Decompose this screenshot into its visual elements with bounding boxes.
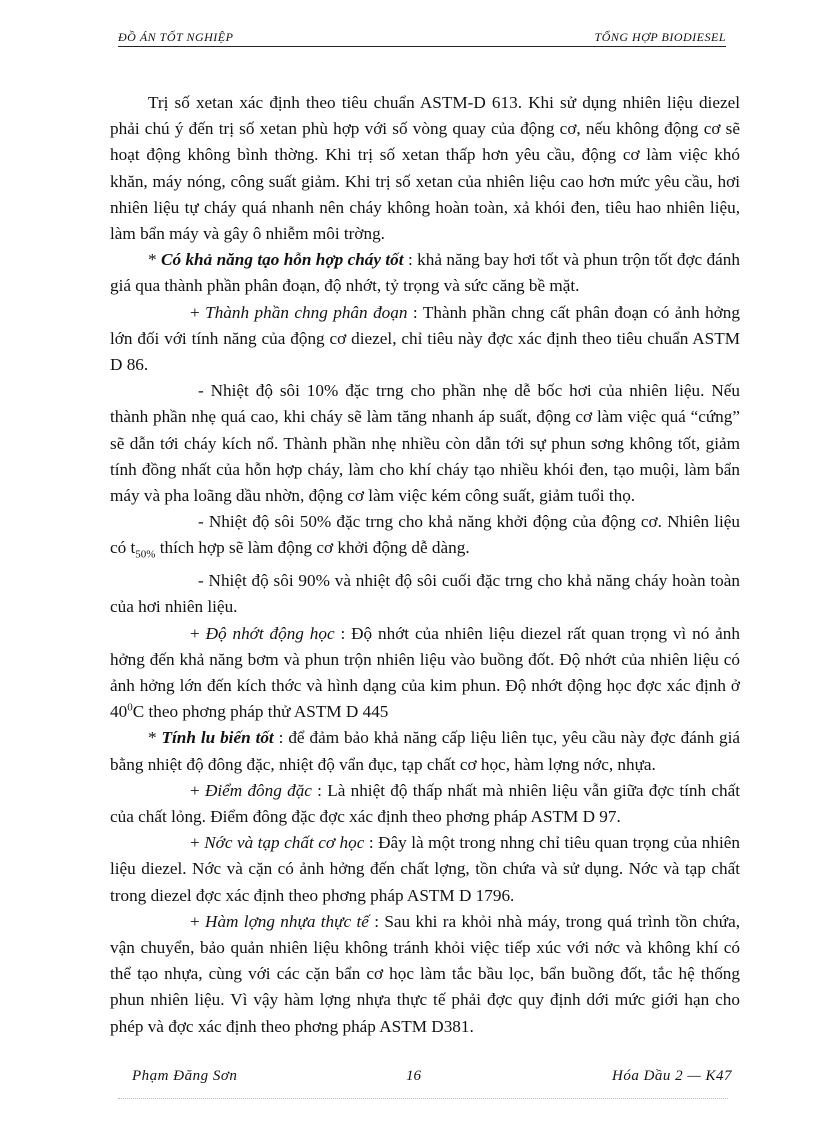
paragraph-text: - Nhiệt độ sôi 50% đặc trng cho khả năng khởi động của động cơ. Nhiên liệu có t bbox=[110, 512, 740, 558]
paragraph-text: C theo phơng pháp thử ASTM D 445 bbox=[132, 702, 389, 722]
paragraph-text: : Sau khi ra khỏi nhà máy, trong quá trình tồn chứa, vận chuyển, bảo quản nhiên liệu không tránh khỏi việc tiếp xúc với nớc và không khí có thể tạo nhựa, cùng với các cặn bẩn cơ học làm tắc bầu lọc, bẩn buồng đốt, tắc hệ thống phun nhiên liệu. Vì vậy hàm lợng nhựa thực tế phải đợc quy định dới mức giới hạn cho phép và đợc xác định theo phơng pháp ASTM D381. bbox=[110, 911, 740, 1036]
footer-class: Hóa Dầu 2 — K47 bbox=[611, 1068, 732, 1084]
bullet: + bbox=[190, 780, 205, 800]
paragraph-text: : Đây là một trong nhng chỉ tiêu quan trọng của nhiên liệu diezel. Nớc và cặn có ảnh hởng đến chất lợng, tồn chứa và sử dụng. Nớc và tạp chất trong diezel đợc xác định theo phơng pháp ASTM D 1796. bbox=[110, 833, 740, 905]
paragraph-distillation bbox=[110, 300, 740, 379]
paragraph-pour-point bbox=[110, 778, 740, 830]
bullet: * bbox=[148, 728, 162, 748]
footer-author: Phạm Đăng Sơn bbox=[132, 1068, 238, 1084]
subsection-heading: Điểm đông đặc bbox=[204, 780, 312, 800]
bullet: + bbox=[190, 302, 206, 322]
paragraph-text: : Thành phần chng cất phân đoạn có ảnh hởng lớn đối với tính năng của động cơ diezel, chỉ tiêu này đợc xác định theo tiêu chuẩn ASTM D 86. bbox=[110, 302, 740, 375]
paragraph-t50 bbox=[110, 509, 740, 568]
subsection-heading: Nớc và tạp chất cơ học bbox=[204, 833, 365, 853]
subsection-heading: Độ nhớt động học bbox=[205, 623, 335, 643]
section-heading: Có khả năng tạo hỗn hợp cháy tốt bbox=[161, 250, 404, 270]
page-header bbox=[118, 28, 726, 47]
bullet: + bbox=[190, 623, 206, 643]
paragraph-xetan: Trị số xetan xác định theo tiêu chuẩn ASTM-D 613. Khi sử dụng nhiên liệu diezel phải chú ý đến trị số xetan phù hợp với số vòng quay của động cơ, nếu không động cơ sẽ hoạt động không bình thờng. Khi trị số xetan thấp hơn yêu cầu, động cơ làm việc khó khăn, máy nóng, công suất giảm. Khi trị số xetan của nhiên liệu cao hơn mức yêu cầu, hơi nhiên liệu tự cháy quá nhanh nên cháy không hoàn toàn, xả khói đen, tiêu hao nhiên liệu, làm bẩn máy và gây ô nhiễm môi trờng. bbox=[110, 93, 740, 244]
paragraph-text: : để đảm bảo khả năng cấp liệu liên tục, yêu cầu này đợc đánh giá bằng nhiệt độ đông đặc, nhiệt độ vẩn đục, tạp chất cơ học, hàm lợng nớc, nhựa. bbox=[110, 728, 740, 774]
paragraph-gum bbox=[110, 909, 740, 1040]
superscript: 0 bbox=[127, 701, 133, 714]
subscript: 50% bbox=[135, 548, 156, 561]
document-body bbox=[110, 90, 740, 1040]
section-heading: Tính lu biến tốt bbox=[161, 728, 274, 748]
paragraph-flow bbox=[110, 725, 740, 777]
paragraph-mixture bbox=[110, 247, 740, 299]
paragraph-text: : Là nhiệt độ thấp nhất mà nhiên liệu vẫn giữa đợc tính chất của chất lỏng. Điểm đông đặc đợc xác định theo phơng pháp ASTM D 97. bbox=[110, 780, 741, 826]
paragraph-text: : Độ nhớt của nhiên liệu diezel rất quan trọng vì nó ảnh hởng đến khả năng bơm và phun trộn nhiên liệu vào buồng đốt. Độ nhớt của nhiên liệu có ảnh hởng lớn đến kích thớc và hình dạng của kim phun. Độ nhớt động học đợc xác định ở 40 bbox=[110, 623, 740, 722]
subsection-heading: Hàm lợng nhựa thực tế bbox=[205, 911, 369, 931]
paragraph-water bbox=[110, 830, 740, 909]
footer-divider bbox=[118, 1098, 728, 1099]
subsection-heading: Thành phần chng phân đoạn bbox=[205, 302, 408, 322]
paragraph-viscosity bbox=[110, 621, 740, 726]
header-left: ĐỒ ÁN TỐT NGHIỆP bbox=[118, 30, 234, 44]
bullet: + bbox=[190, 833, 205, 853]
paragraph-t90: - Nhiệt độ sôi 90% và nhiệt độ sôi cuối đặc trng cho khả năng cháy hoàn toàn của hơi nhiên liệu. bbox=[110, 571, 740, 617]
paragraph-t10: - Nhiệt độ sôi 10% đặc trng cho phần nhẹ dễ bốc hơi của nhiên liệu. Nếu thành phần nhẹ quá cao, khi cháy sẽ làm tăng nhanh áp suất, động cơ làm việc quá “cứng” sẽ dẫn tới cháy kích nổ. Thành phần nhẹ nhiều còn dẫn tới sự phun sơng không tốt, giảm tính đồng nhất của hỗn hợp cháy, làm cho khí cháy tạo nhiều khói đen, tạo muội, làm bẩn máy và pha loãng dầu nhờn, động cơ làm việc kém công suất, giảm tuổi thọ. bbox=[110, 381, 740, 506]
bullet: + bbox=[190, 911, 206, 931]
bullet: * bbox=[148, 250, 161, 270]
header-right: TỔNG HỢP BIODIESEL bbox=[594, 30, 726, 44]
page-number: 16 bbox=[406, 1068, 421, 1084]
paragraph-text: thích hợp sẽ làm động cơ khởi động dễ dàng. bbox=[155, 538, 470, 558]
paragraph-text: : khả năng bay hơi tốt và phun trộn tốt đợc đánh giá qua thành phần phân đoạn, độ nhớt, tỷ trọng và sức căng bề mặt. bbox=[110, 250, 740, 296]
